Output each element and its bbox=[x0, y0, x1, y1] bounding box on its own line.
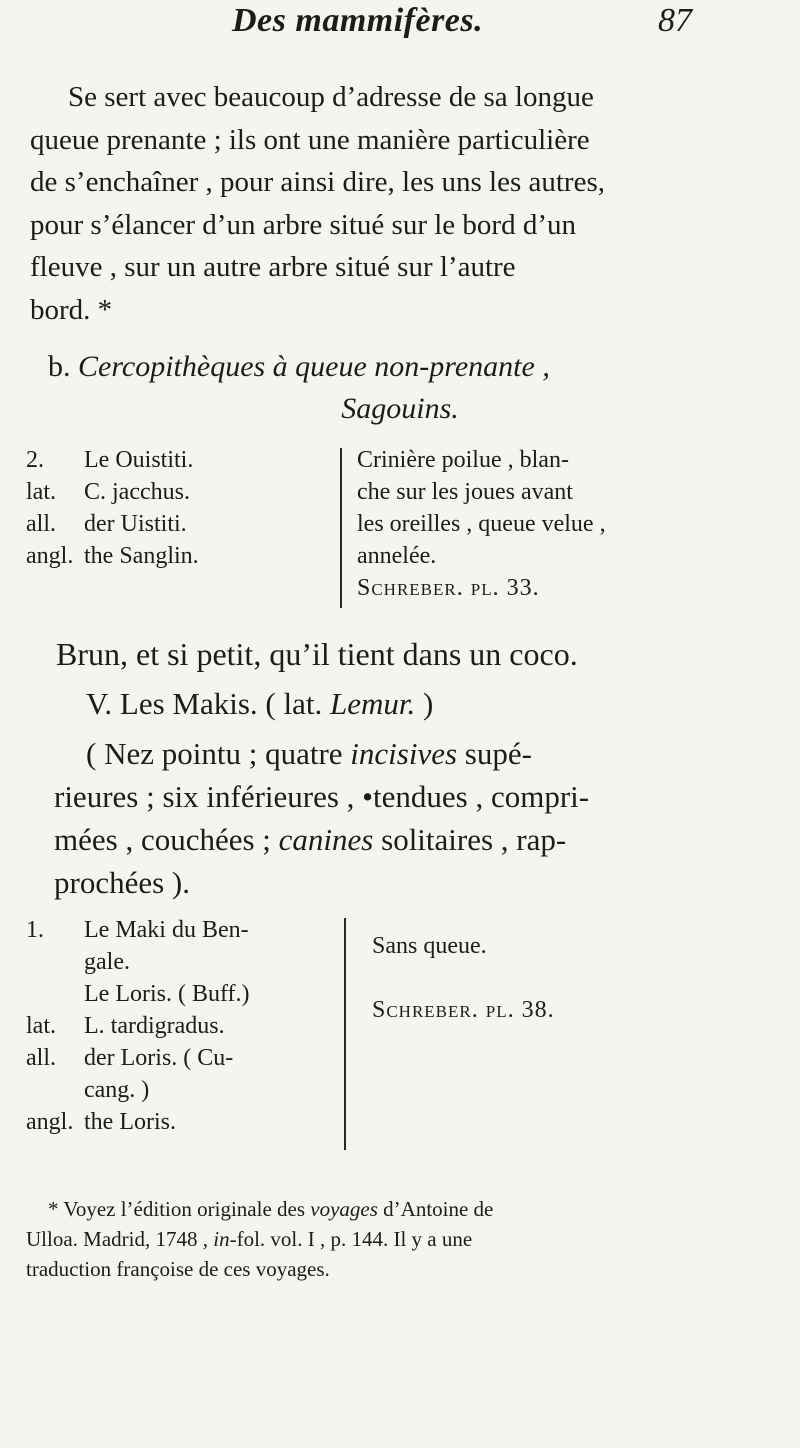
section-v-heading-prefix: V. Les Makis. ( lat. bbox=[86, 686, 323, 721]
french-name: Le Ouistiti. bbox=[84, 447, 194, 473]
italic-term: canines bbox=[278, 822, 374, 857]
text-line: bord. * bbox=[30, 293, 113, 326]
section-v-heading-suffix: ) bbox=[422, 686, 434, 721]
german-name: der Uistiti. bbox=[84, 511, 187, 537]
lang-key: lat. bbox=[26, 1013, 56, 1039]
french-name-continued: gale. bbox=[84, 949, 130, 975]
italic-term: in bbox=[213, 1227, 230, 1251]
text-line: pour s’élancer d’un arbre situé sur le bord d’un bbox=[30, 208, 576, 241]
footnote-line bbox=[26, 1194, 778, 1224]
description-line: les oreilles , queue velue , bbox=[357, 511, 606, 537]
entry-ouistiti-description bbox=[357, 444, 606, 604]
lang-key: angl. bbox=[26, 1109, 74, 1135]
section-v-latin: Lemur. bbox=[329, 686, 416, 721]
text-line: queue prenante ; ils ont une manière particulière bbox=[30, 123, 590, 156]
description-line: annelée. bbox=[357, 543, 437, 569]
lang-key: lat. bbox=[26, 479, 56, 505]
footnote-line bbox=[26, 1224, 778, 1254]
text-line: fleuve , sur un autre arbre situé sur l’autre bbox=[30, 251, 516, 283]
text-line: rieures ; six inférieures , •tendues , compri- bbox=[54, 779, 590, 814]
text-run: mées , couchées ; bbox=[54, 822, 271, 857]
page-number: 87 bbox=[658, 2, 692, 39]
entry-number: 1. bbox=[26, 917, 44, 943]
german-name-continued: cang. ) bbox=[84, 1077, 150, 1103]
text-run: solitaires , rap- bbox=[381, 822, 567, 857]
entry-maki-names bbox=[26, 914, 250, 1138]
text-run: ( Nez pointu ; quatre bbox=[86, 736, 343, 771]
plate-reference: Schreber. pl. 33. bbox=[357, 575, 540, 601]
english-name: the Sanglin. bbox=[84, 543, 199, 569]
section-v-heading bbox=[86, 686, 433, 722]
french-name: Le Maki du Ben- bbox=[84, 917, 249, 943]
text-run: * Voyez l’édition originale des bbox=[48, 1197, 306, 1221]
entry-number: 2. bbox=[26, 447, 44, 473]
text-line: Se sert avec beaucoup d’adresse de sa longue bbox=[68, 81, 594, 113]
german-name: der Loris. ( Cu- bbox=[84, 1045, 234, 1071]
text-line: prochées ). bbox=[54, 865, 190, 900]
text-line: de s’enchaîner , pour ainsi dire, les uns les autres, bbox=[30, 166, 605, 198]
section-marker: b. bbox=[48, 350, 71, 383]
plate-reference: Schreber. pl. 38. bbox=[372, 997, 555, 1023]
text-run: d’Antoine de bbox=[383, 1197, 494, 1221]
section-v-description bbox=[54, 732, 778, 904]
lang-key: all. bbox=[26, 1045, 56, 1071]
column-divider bbox=[344, 918, 346, 1150]
text-run: -fol. vol. I , p. 144. Il y a une bbox=[229, 1227, 473, 1251]
description-line: Crinière poilue , blan- bbox=[357, 447, 569, 473]
paragraph-tail-prenante bbox=[30, 76, 778, 331]
latin-name: C. jacchus. bbox=[84, 479, 190, 505]
section-b-heading bbox=[48, 346, 768, 388]
italic-term: voyages bbox=[310, 1197, 378, 1221]
text-run: supé- bbox=[464, 736, 532, 771]
lang-key: angl. bbox=[26, 543, 74, 569]
footnote-line: traduction françoise de ces voyages. bbox=[26, 1257, 330, 1281]
column-divider bbox=[340, 448, 342, 608]
text-line bbox=[54, 732, 778, 775]
description-line: che sur les joues avant bbox=[357, 479, 573, 505]
section-b-subtitle: Sagouins. bbox=[341, 392, 459, 425]
entry-ouistiti-names bbox=[26, 444, 199, 572]
text-run: Ulloa. Madrid, 1748 , bbox=[26, 1227, 208, 1251]
lang-key: all. bbox=[26, 511, 56, 537]
text-line bbox=[54, 818, 778, 861]
footnote bbox=[26, 1194, 778, 1284]
running-header-title: Des mammifères. bbox=[232, 2, 484, 39]
entry-maki-description bbox=[372, 914, 555, 1042]
ouistiti-note: Brun, et si petit, qu’il tient dans un coco. bbox=[56, 636, 578, 672]
section-title: Cercopithèques à queue non-prenante , bbox=[78, 350, 550, 383]
english-name: the Loris. bbox=[84, 1109, 176, 1135]
buffon-name: Le Loris. ( Buff.) bbox=[84, 981, 250, 1007]
italic-term: incisives bbox=[350, 736, 458, 771]
description-line: Sans queue. bbox=[372, 933, 487, 959]
latin-name: L. tardigradus. bbox=[84, 1013, 225, 1039]
